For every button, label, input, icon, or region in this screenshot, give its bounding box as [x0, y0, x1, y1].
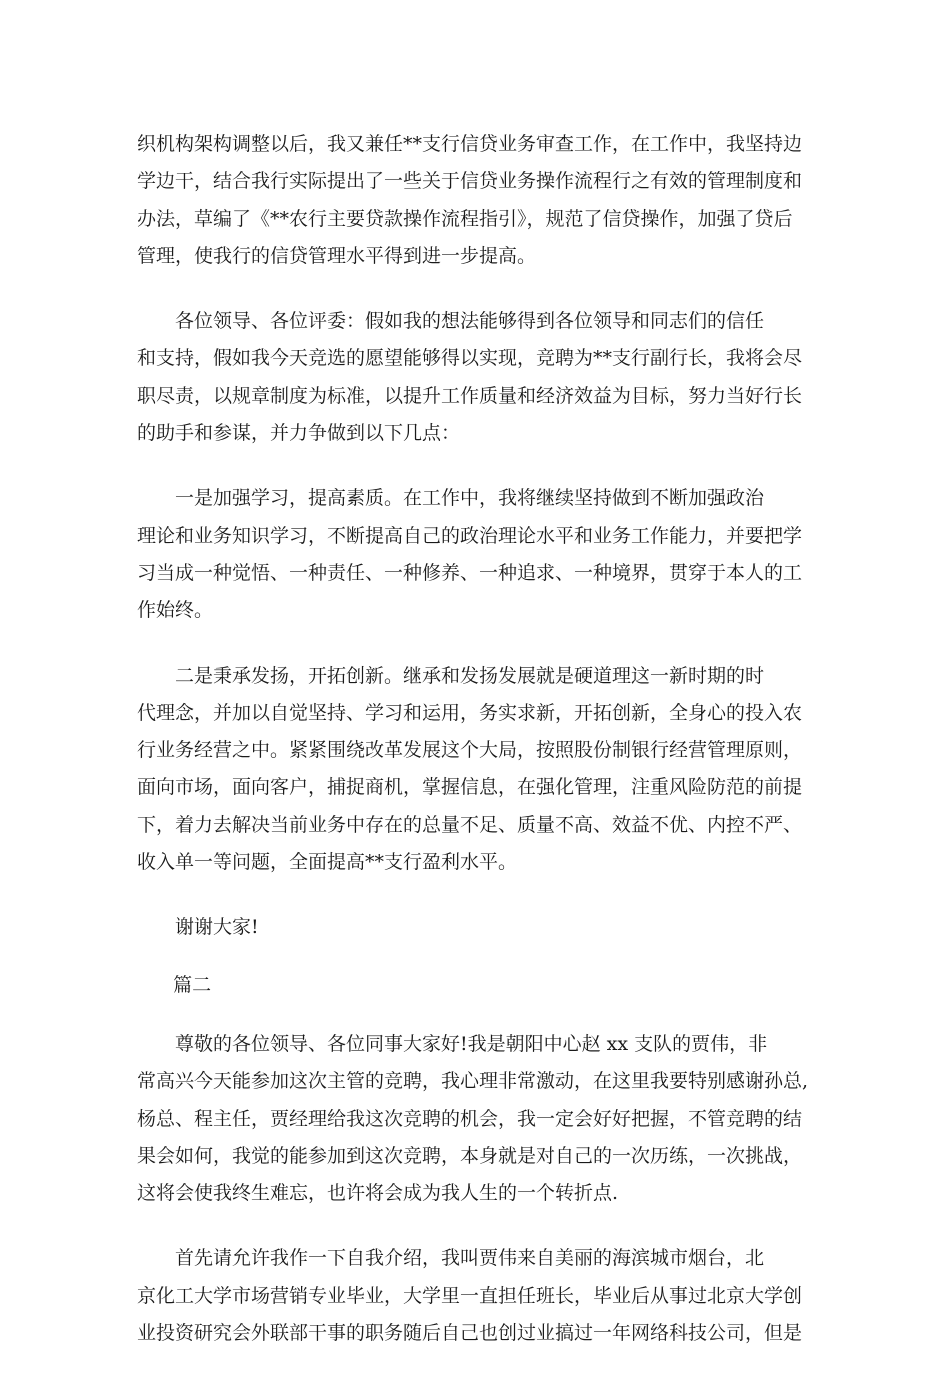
text-line: 这将会使我终生难忘，也许将会成为我人生的一个转折点.: [137, 1182, 619, 1205]
text-line: 习当成一种觉悟、一种责任、一种修养、一种追求、一种境界，贯穿于本人的工: [137, 561, 803, 584]
text-line: 常高兴今天能参加这次主管的竞聘，我心理非常激动，在这里我要特别感谢孙总,: [137, 1070, 809, 1093]
section-heading: [137, 967, 813, 1004]
text-line: 杨总、程主任，贾经理给我这次竞聘的机会，我一定会好好把握，不管竞聘的结: [137, 1107, 803, 1130]
text-line: 职尽责，以规章制度为标准，以提升工作质量和经济效益为目标，努力当好行长: [137, 384, 803, 407]
document-body: [137, 126, 813, 1380]
text-line: 理论和业务知识学习，不断提高自己的政治理论水平和业务工作能力，并要把学: [137, 524, 803, 547]
text-line: 织机构架构调整以后，我又兼任**支行信贷业务审查工作，在工作中，我坚持边: [137, 133, 803, 155]
text-line: 首先请允许我作一下自我介绍，我叫贾伟来自美丽的海滨城市烟台，北: [175, 1247, 765, 1270]
text-line: 二是秉承发扬，开拓创新。继承和发扬发展就是硬道理这一新时期的时: [175, 664, 765, 687]
text-line: 尊敬的各位领导、各位同事大家好!我是朝阳中心赵 xx 支队的贾伟，非: [175, 1032, 768, 1055]
text-line: 作始终。: [137, 599, 214, 622]
paragraph-thanks: [137, 909, 813, 946]
text-line: 面向市场，面向客户，捕捉商机，掌握信息，在强化管理，注重风险防范的前提: [137, 776, 803, 799]
paragraph-point-one: [137, 480, 813, 629]
text-line: 管理，使我行的信贷管理水平得到进一步提高。: [137, 244, 537, 267]
text-line: 下，着力去解决当前业务中存在的总量不足、质量不高、效益不优、内控不严、: [137, 813, 803, 836]
section-title: 篇二: [173, 973, 212, 996]
text-line: 一是加强学习，提高素质。在工作中，我将继续坚持做到不断加强政治: [175, 487, 765, 510]
text-line: 收入单一等问题，全面提高**支行盈利水平。: [137, 851, 518, 874]
text-line: 的助手和参谋，并力争做到以下几点：: [137, 422, 461, 445]
text-line: 业投资研究会外联部干事的职务随后自己也创过业搞过一年网络科技公司，但是: [137, 1322, 803, 1345]
text-line: 办法，草编了《**农行主要贷款操作流程指引》，规范了信贷操作，加强了贷后: [137, 207, 793, 230]
paragraph-self-intro: [137, 1240, 813, 1352]
paragraph-point-two: [137, 658, 813, 882]
text-line: 学边干，结合我行实际提出了一些关于信贷业务操作流程行之有效的管理制度和: [137, 170, 803, 193]
text-line: 果会如何，我觉的能参加到这次竞聘，本身就是对自己的一次历练，一次挑战，: [137, 1144, 803, 1167]
paragraph-greeting: [137, 1026, 813, 1212]
paragraph-continuation: [137, 126, 813, 275]
text-line: 京化工大学市场营销专业毕业，大学里一直担任班长，毕业后从事过北京大学创: [137, 1284, 803, 1307]
paragraph-address-judges: [137, 303, 813, 452]
text-line: 代理念，并加以自觉坚持、学习和运用，务实求新，开拓创新，全身心的投入农: [137, 701, 803, 724]
text-line: 谢谢大家!: [175, 916, 259, 939]
text-line: 行业务经营之中。紧紧围绕改革发展这个大局，按照股份制银行经营管理原则，: [137, 739, 803, 762]
text-line: 各位领导、各位评委：假如我的想法能够得到各位领导和同志们的信任: [175, 310, 765, 333]
text-line: 和支持，假如我今天竞选的愿望能够得以实现，竞聘为**支行副行长，我将会尽: [137, 347, 803, 370]
